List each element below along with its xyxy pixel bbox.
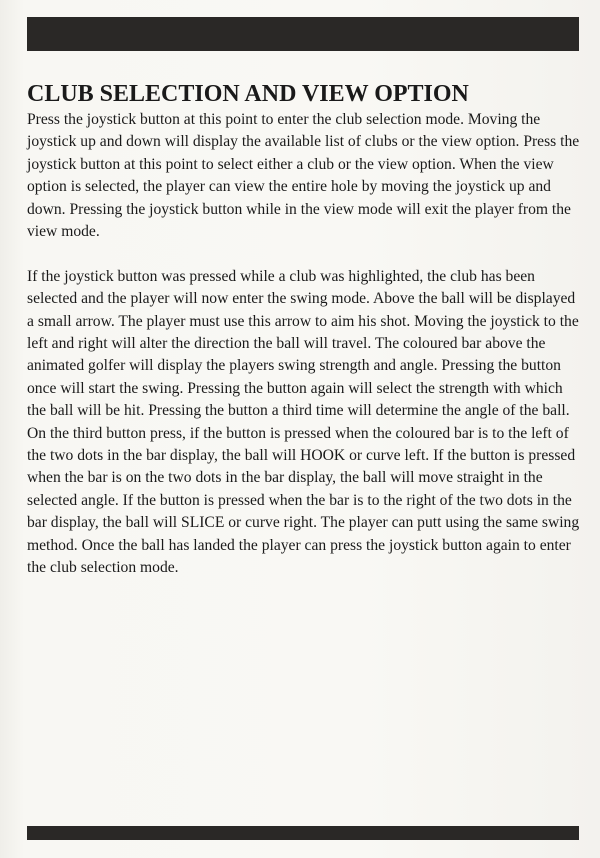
paragraph-swing-mode: If the joystick button was pressed while a club was highlighted, the club has been selected and the player will now enter the swing mode. Above the ball will be displayed a small arrow. The player must use this arrow to aim his shot. Moving the joystick to the left and right will alter the direction the ball will travel. The coloured bar above the animated golfer will display the players swing strength and angle. Pressing the button once will start the swing. Pressing the button again will select the strength with which the ball will be hit. Pressing the button a third time will determine the angle of the ball. On the third button press, if the button is pressed when the coloured bar is to the left of the two dots in the bar display, the ball will HOOK or curve left. If the button is pressed when the bar is on the two dots in the bar display, the ball will move straight in the selected angle. If the button is pressed when the bar is to the right of the two dots in the bar display, the ball will SLICE or curve right. The player can putt using the same swing method. Once the ball has landed the player can press the joystick button again to enter the club selection mode.	[27, 267, 580, 577]
section-heading: CLUB SELECTION AND VIEW OPTION	[27, 81, 469, 107]
body-text	[27, 109, 583, 580]
top-header-bar	[27, 17, 579, 51]
paragraph-club-selection: Press the joystick button at this point to enter the club selection mode. Moving the joystick up and down will display the available list of clubs or the view option. Press the joystick button at this point to select either a club or the view option. When the view option is selected, the player can view the entire hole by moving the joystick up and down. Pressing the joystick button while in the view mode will exit the player from the view mode.	[27, 111, 580, 241]
bottom-footer-bar	[27, 826, 579, 840]
